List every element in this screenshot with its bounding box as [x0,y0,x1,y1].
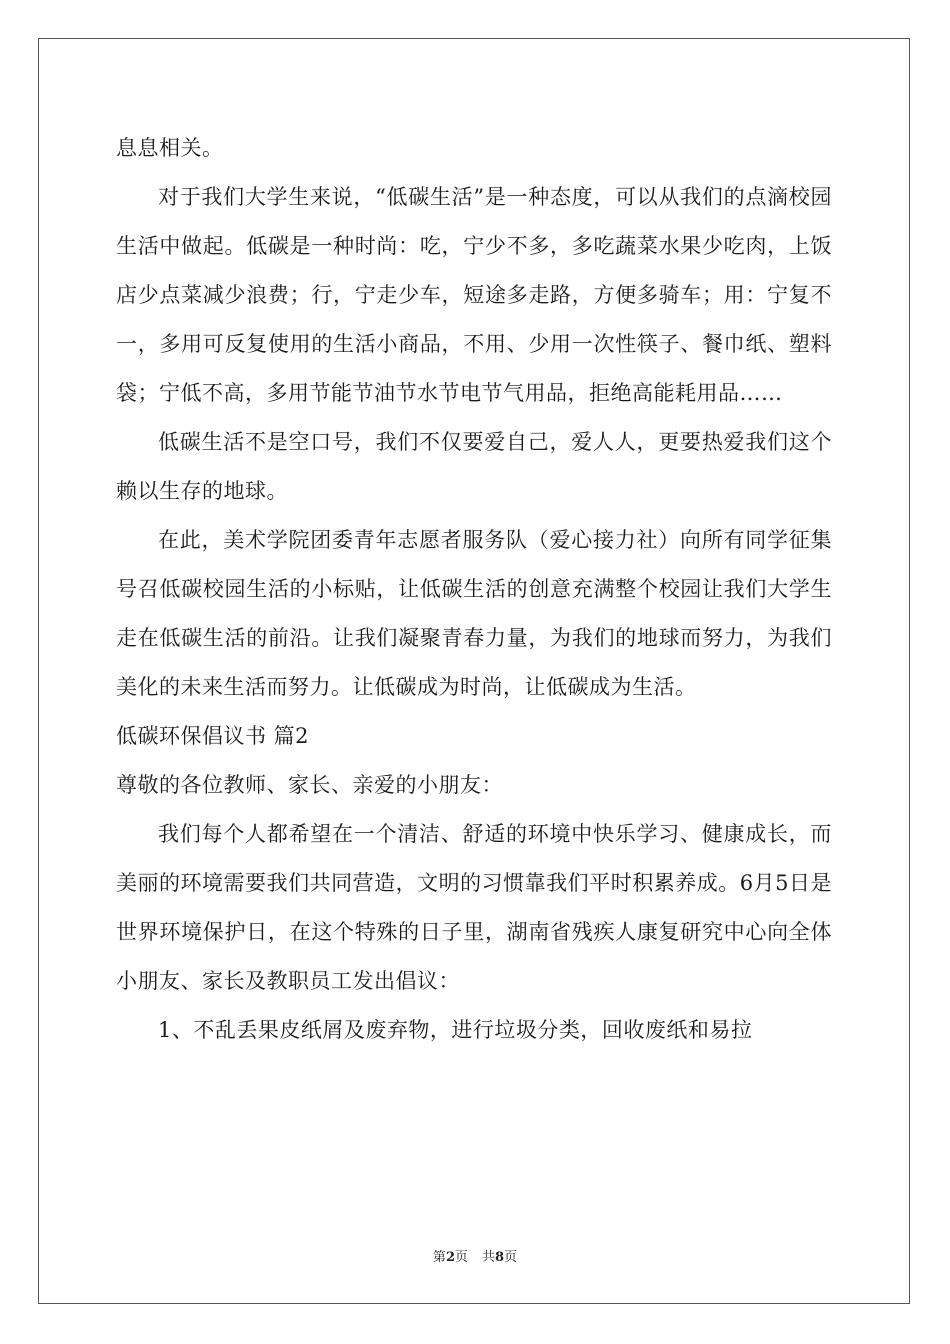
paragraph-5: 我们每个人都希望在一个清洁、舒适的环境中快乐学习、健康成长，而美丽的环境需要我们共同营造，文明的习惯靠我们平时积累养成。6月5日是世界环境保护日，在这个特殊的日子里，湖南省残疾人康复研究中心向全体小朋友、家长及教职员工发出倡议： [116,822,832,993]
page-number: 2 [445,1250,455,1265]
paragraph-2: 对于我们大学生来说，“低碳生活”是一种态度，可以从我们的点滴校园生活中做起。低碳是一种时尚：吃，宁少不多，多吃蔬菜水果少吃肉，上饭店少点菜减少浪费；行，宁走少车，短途多走路，方便多骑车；用：宁复不一，多用可反复使用的生活小商品，不用、少用一次性筷子、餐巾纸、塑料袋；宁低不高，多用节能节油节水节电节气用品，拒绝高能耗用品…… [116,185,832,405]
paragraph-6: 1、不乱丢果皮纸屑及废弃物，进行垃圾分类，回收废纸和易拉 [158,1018,753,1042]
paragraph-4: 在此，美术学院团委青年志愿者服务队（爱心接力社）向所有同学征集号召低碳校园生活的小标贴，让低碳生活的创意充满整个校园让我们大学生走在低碳生活的前沿。让我们凝聚青春力量，为我们的地球而努力，为我们美化的未来生活而努力。让低碳成为时尚，让低碳成为生活。 [116,528,832,699]
paragraph-1: 息息相关。 [116,136,224,160]
section-title: 低碳环保倡议书 篇2 [116,724,310,748]
page-prefix: 第 [432,1250,446,1265]
paragraph-3: 低碳生活不是空口号，我们不仅要爱自己，爱人人，更要热爱我们这个赖以生存的地球。 [116,430,832,503]
total-pages: 8 [495,1250,505,1265]
document-body [116,124,832,1055]
total-prefix: 共 [482,1250,496,1265]
page-suffix: 页 [454,1250,468,1265]
total-suffix: 页 [504,1250,518,1265]
page-footer [0,1246,950,1265]
salutation: 尊敬的各位教师、家长、亲爱的小朋友： [116,773,503,797]
